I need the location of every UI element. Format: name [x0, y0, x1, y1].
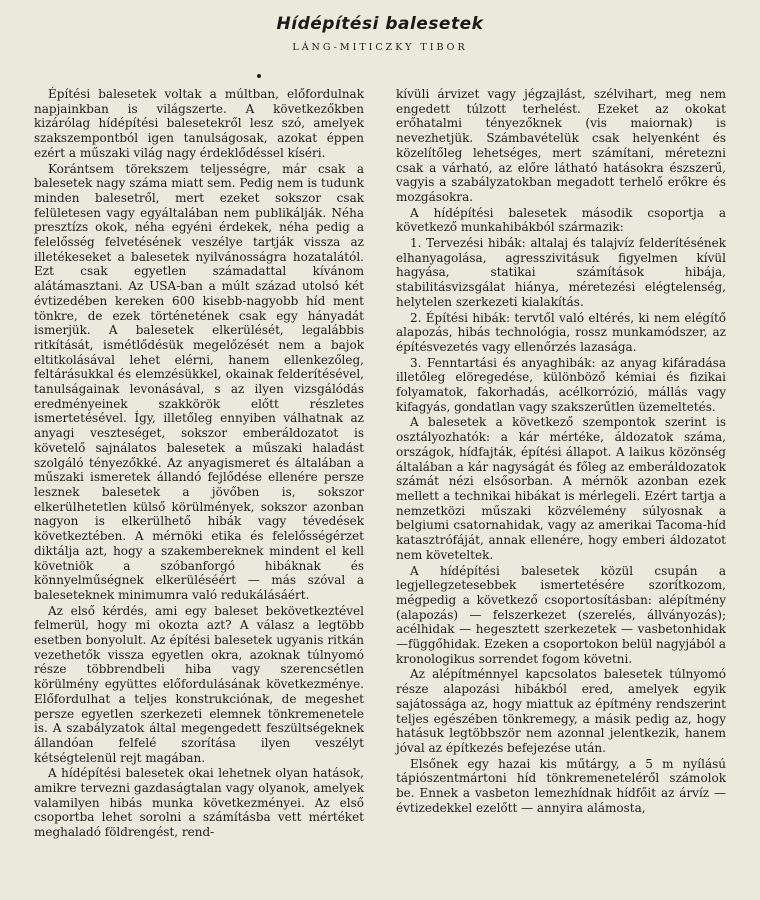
paragraph: Az első kérdés, ami egy baleset bekövetkeztével felmerül, hogy mi okozta azt? A válasz a legtöbb esetben bonyolult. Az építési balesetek ugyanis ritkán vezethetők vissza egyetlen okra, azoknak túlnyomó része többrendbeli hiba vagy szerencsétlen körülmény együttes előfordulásának következménye. Előfordulhat a teljes konstrukciónak, de megeshet persze egyetlen szerkezeti elemnek tönkremenetele is. A szabályzatok által megengedett feszültségeknek állandóan felfelé szorítása ilyen veszélyt kétségtelenül rejt magában. [34, 603, 364, 765]
paragraph: A balesetek a következő szempontok szerint is osztályozhatók: a kár mértéke, áldozatok száma, országok, hídfajták, építési állapot. A laikus közönség általában a kár nagyságát és főleg az emberáldozatok számát nézi elsősorban. A mérnök azonban ezek mellett a technikai hibákat is mérlegeli. Ezért tartja a nemzetközi műszaki közvélemény súlyosnak a belgiumi csatornahidak, vagy az amerikai Tacoma-híd katasztrófáját, annak ellenére, hogy emberi áldozatot nem követeltek. [396, 415, 726, 562]
paragraph: Elsőnek egy hazai kis műtárgy, a 5 m nyílású tápiószentmártoni híd tönkremeneteléről számolok be. Ennek a vasbeton lemezhídnak hídfőit az árvíz — évtizedekkel ezelőtt — annyira alámosta, [396, 756, 726, 815]
ornament-dot [257, 74, 261, 78]
paragraph: Építési balesetek voltak a múltban, előfordulnak napjainkban is világszerte. A következőkben kizárólag hídépítési balesetekről lesz szó, amelyek szakszempontból igen tanulságosak, azokat éppen ezért a műszaki világ nagy érdeklődéssel kíséri. [34, 87, 364, 160]
paragraph: 3. Fenntartási és anyaghibák: az anyag kifáradása illetőleg elöregedése, különböző kémiai és fizikai folyamatok, fakorhadás, acélkorrózió, mállás vagy kifagyás, gondatlan vagy szakszerűtlen üzemeltetés. [396, 355, 726, 414]
right-column [396, 87, 726, 816]
paragraph: Az alépítménnyel kapcsolatos balesetek túlnyomó része alapozási hibákból ered, amelyek egyik sajátossága az, hogy miattuk az építmény rendszerint teljes egészében tönkremegy, a másik pedig az, hogy hatásuk legtöbbször nem azonnal jelentkezik, hanem jóval az építkezés befejezése után. [396, 667, 726, 755]
paragraph: Korántsem törekszem teljességre, már csak a balesetek nagy száma miatt sem. Pedig nem is tudunk minden balesetről, mert ezeket sokszor csak felületesen vagy egyáltalában nem publikálják. Néha presztízs okok, néha egyéni érdekek, néha pedig a felelősség felvetésének veszélye tartják vissza az illetékeseket a balesetek nyilvánosságra hozatalától. Ezt csak egyetlen számadattal kívánom alátámasztani. Az USA-ban a múlt század utolsó két évtizedében kereken 600 kisebb-nagyobb híd ment tönkre, de ezek történetének csak egy hányadát ismerjük. A balesetek elkerülését, legalábbis ritkítását, ismétlődésük megelőzését nem a bajok eltitkolásával lehet elérni, hanem ellenkezőleg, feltárásukkal és elemzésükkel, okainak felderítésével, tanulságainak levonásával, s az ilyen vizsgálódás eredményeinek szakkörök előtt részletes ismertetésével. Így, illetőleg ennyiben válhatnak az anyagi veszteséget, sokszor emberáldozatot is követelő sajnálatos balesetek a műszaki haladást szolgáló tényezőkké. Az anyagismeret és általában a műszaki ismeretek állandó fejlődése ellenére persze lesznek balesetek a jövőben is, sokszor elkerülhetetlen külső körülmények, sokszor azonban nagyon is elkerülhető hibák vagy tévedések következtében. A mérnöki etika és felelősségérzet diktálja azt, hogy a szakembereknek mindent el kell követniök a szóbanforgó hibáknak és könnyelműségnek elkerüléséért — más szóval a baleseteknek minimumra való redukálásáért. [34, 161, 364, 602]
article-title: Hídépítési balesetek [276, 14, 484, 34]
left-column [34, 87, 364, 841]
paragraph: kívüli árvizet vagy jégzajlást, szélvihart, meg nem engedett túlzott terhelést. Ezeket az okokat erőhatalmi tényezőknek (vis maiornak) is nevezhetjük. Számbavételük csak helyenként és közelítőleg lehetséges, mert számítani, méretezni csak a várható, az előre látható hatásokra észszerű, vagyis a szabályzatokban megadott terhelő erőkre és mozgásokra. [396, 87, 726, 204]
paragraph: A hídépítési balesetek közül csupán a legjellegzetesebbek ismertetésére szorítkozom, mégpedig a következő csoportosításban: alépítmény (alapozás) — felszerkezet (szerelés, állványozás); acélhidak — hegesztett szerkezetek — vasbetonhidak—függőhidak. Ezeken a csoportokon belül nagyjából a kronologikus sorrendet fogom követni. [396, 563, 726, 666]
paragraph: A hídépítési balesetek második csoportja a következő munkahibákból származik: [396, 205, 726, 235]
paragraph: 1. Tervezési hibák: altalaj és talajvíz felderítésének elhanyagolása, agresszivitásuk figyelmen kívül hagyása, statikai számítások hibája, stabilitásvizsgálat hiánya, méretezési elégtelenség, helytelen szerkezeti kialakítás. [396, 236, 726, 309]
paragraph: 2. Építési hibák: tervtől való eltérés, ki nem elégítő alapozás, hibás technológia, rossz munkamódszer, az építésvezetés vagy ellenőrzés lazasága. [396, 310, 726, 354]
article-author: LÁNG-MITICZKY TIBOR [292, 42, 468, 53]
paragraph: A hídépítési balesetek okai lehetnek olyan hatások, amikre tervezni gazdaságtalan vagy olyanok, amelyek valamilyen hibás munka következményei. Az első csoportba lehet sorolni a számításba vett mértéket meghaladó földrengést, rend- [34, 766, 364, 840]
